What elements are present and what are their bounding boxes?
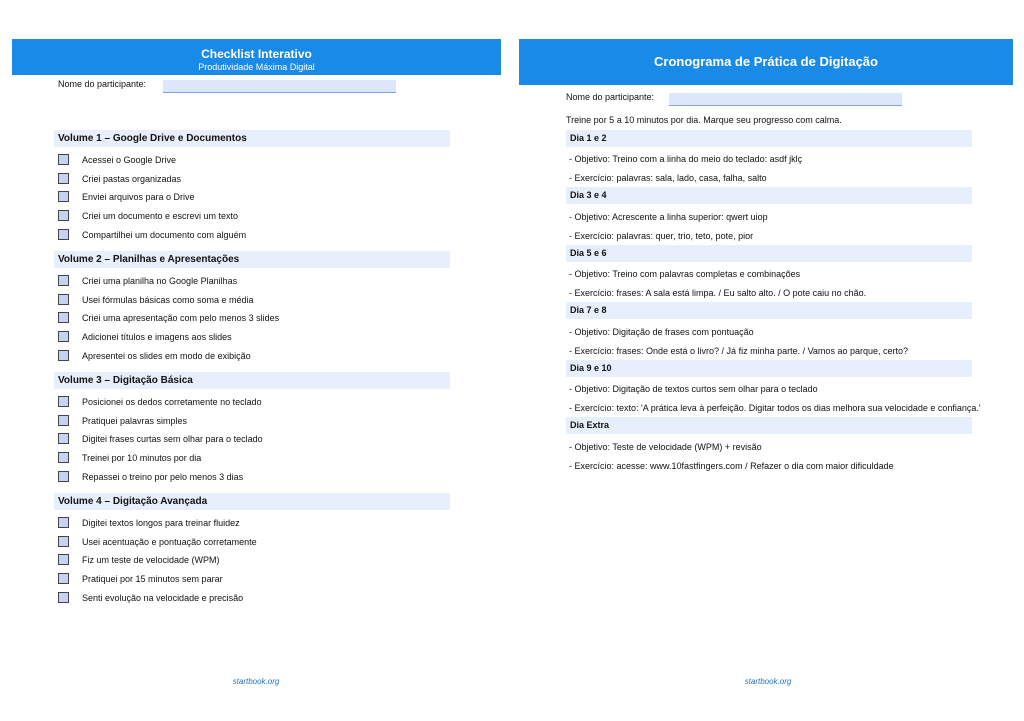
day-objective: - Objetivo: Digitação de textos curtos sem olhar para o teclado <box>569 384 818 394</box>
day-9-10-header: Dia 9 e 10 <box>566 360 972 377</box>
checkbox[interactable] <box>58 191 69 202</box>
day-5-6-header: Dia 5 e 6 <box>566 245 972 262</box>
day-objective: - Objetivo: Acrescente a linha superior: qwert uiop <box>569 212 768 222</box>
checkbox[interactable] <box>58 396 69 407</box>
day-exercise: - Exercício: frases: Onde está o livro? / Já fiz minha parte. / Vamos ao parque, certo? <box>569 346 908 356</box>
schedule-intro: Treine por 5 a 10 minutos por dia. Marque seu progresso com calma. <box>566 115 842 125</box>
checkbox[interactable] <box>58 517 69 528</box>
checklist-page: Checklist Interativo Produtividade Máxima Digital Nome do participante: Volume 1 – Google Drive e Documentos Acessei o Google Drive Criei pastas organizadas Enviei arquivos para o Drive Criei um documento e escrevi um texto Compartilhei um documento com alguém Volume 2 – Planilhas e Apresentações Criei uma planilha no Google Planilhas Usei fórmulas básicas como soma e média Criei uma apresentação com pelo menos 3 slides Adicionei títulos e imagens aos slides Apresentei os slides em modo de exibição Volume 3 – Digitação Básica Posicionei os dedos corretamente no teclado Pratiquei palavras simples Digitei frases curtas sem olhar para o teclado Treinei por 10 minutos por dia Repassei o treino por pelo menos 3 dias Volume 4 – Digitação Avançada Digitei textos longos para treinar fluidez Usei acentuação e pontuação corretamente Fiz um teste de velocidade (WPM) Pratiquei por 15 minutos sem parar Senti evolução na velocidade e precisão startbook.org <box>0 0 512 721</box>
schedule-title: Cronograma de Prática de Digitação <box>654 54 878 69</box>
schedule-page <box>512 0 1024 721</box>
footer-link[interactable]: startbook.org <box>744 677 792 686</box>
checkbox[interactable] <box>58 452 69 463</box>
day-extra-header: Dia Extra <box>566 417 972 434</box>
participant-name-input[interactable] <box>669 93 902 106</box>
checkbox[interactable] <box>58 350 69 361</box>
checkbox[interactable] <box>58 229 69 240</box>
checkbox[interactable] <box>58 554 69 565</box>
day-exercise: - Exercício: palavras: sala, lado, casa, falha, salto <box>569 173 767 183</box>
checkbox[interactable] <box>58 331 69 342</box>
participant-name-input[interactable] <box>163 80 396 93</box>
checklist-title: Checklist Interativo <box>201 47 312 61</box>
day-exercise: - Exercício: frases: A sala está limpa. / Eu salto alto. / O pote caiu no chão. <box>569 288 867 298</box>
volume-1-header: Volume 1 – Google Drive e Documentos <box>54 130 450 147</box>
day-exercise: - Exercício: palavras: quer, trio, teto, pote, pior <box>569 231 754 241</box>
footer-link[interactable]: startbook.org <box>232 677 280 686</box>
day-objective: - Objetivo: Treino com a linha do meio do teclado: asdf jklç <box>569 154 803 164</box>
checkbox[interactable] <box>58 573 69 584</box>
volume-2-header: Volume 2 – Planilhas e Apresentações <box>54 251 450 268</box>
checkbox[interactable] <box>58 415 69 426</box>
checkbox[interactable] <box>58 154 69 165</box>
day-objective: - Objetivo: Treino com palavras completas e combinações <box>569 269 801 279</box>
day-1-2-header: Dia 1 e 2 <box>566 130 972 147</box>
day-exercise: - Exercício: texto: 'A prática leva à perfeição. Digitar todos os dias melhora sua velocidade e confiança.' <box>569 403 981 413</box>
checklist-banner <box>12 39 501 75</box>
schedule-banner <box>519 39 1013 85</box>
day-7-8-header: Dia 7 e 8 <box>566 302 972 319</box>
checkbox[interactable] <box>58 592 69 603</box>
checklist-subtitle: Produtividade Máxima Digital <box>198 62 315 72</box>
day-3-4-header: Dia 3 e 4 <box>566 187 972 204</box>
day-objective: - Objetivo: Digitação de frases com pontuação <box>569 327 754 337</box>
checkbox[interactable] <box>58 433 69 444</box>
checkbox[interactable] <box>58 173 69 184</box>
volume-3-header: Volume 3 – Digitação Básica <box>54 372 450 389</box>
participant-label: Nome do participante: <box>566 92 655 102</box>
checkbox[interactable] <box>58 275 69 286</box>
volume-4-header: Volume 4 – Digitação Avançada <box>54 493 450 510</box>
day-objective: - Objetivo: Teste de velocidade (WPM) + revisão <box>569 442 762 452</box>
checkbox[interactable] <box>58 471 69 482</box>
checkbox[interactable] <box>58 312 69 323</box>
checkbox[interactable] <box>58 294 69 305</box>
checkbox[interactable] <box>58 210 69 221</box>
participant-label: Nome do participante: <box>58 79 147 89</box>
checkbox[interactable] <box>58 536 69 547</box>
day-exercise: - Exercício: acesse: www.10fastfingers.com / Refazer o dia com maior dificuldade <box>569 461 894 471</box>
